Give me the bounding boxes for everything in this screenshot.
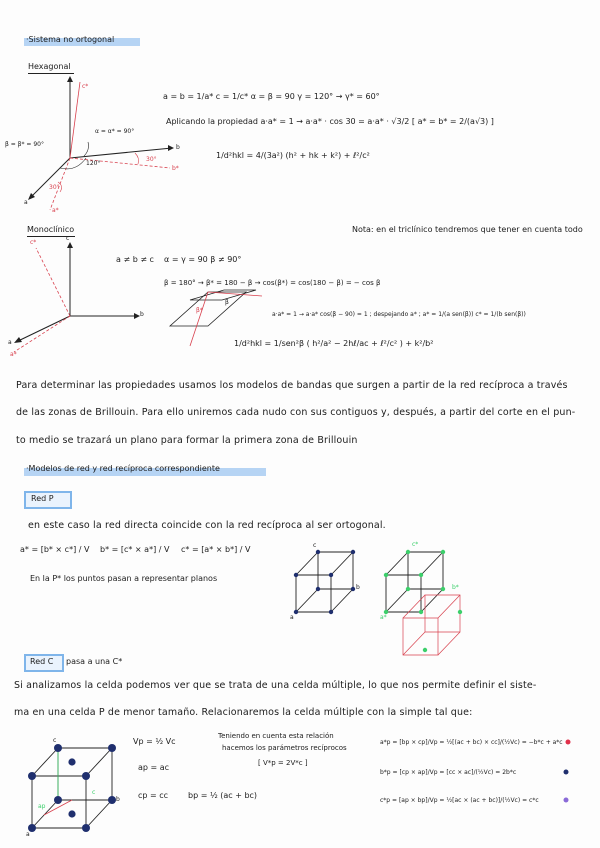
hex-label-b: b: [176, 144, 180, 151]
red-p-label-c: c: [313, 542, 317, 549]
mono-conditions-1: a ≠ b ≠ c: [116, 255, 154, 264]
hex-label-c-star: c*: [82, 83, 89, 90]
red-c-bp: bp = ½ (ac + bc): [188, 791, 258, 800]
mono-nota: Nota: en el triclínico tendremos que tener en cuenta todo: [352, 225, 583, 234]
hex-dhkl-formula: 1/d²hkl = 4/(3a²) (h² + hk + k²) + ℓ²/c²: [216, 151, 370, 160]
red-c-cp: cp = cc: [138, 791, 169, 800]
mono-label-a-star: a*: [10, 351, 17, 358]
paragraph-line-1: Para determinar las propiedades usamos los modelos de bandas que surgen a partir de la red recíproca a través: [16, 380, 568, 391]
mono-property-line: a·a* = 1 → a·a* cos(β − 90) = 1 ; despejando a* ; a* = 1/(a sen(β)) c* = 1/(b sen(β)): [272, 311, 526, 318]
red-p-a-star: a* = [b* × c*] / V: [20, 545, 90, 554]
hex-label-alpha: α = α* = 90°: [95, 128, 135, 135]
red-c-suffix: pasa a una C*: [66, 657, 123, 666]
hex-label-30-a: 30°: [49, 184, 60, 191]
hex-conditions: a = b = 1/a* c = 1/c* α = β = 90 γ = 120° → γ* = 60°: [163, 92, 380, 101]
red-c-label-a: a: [26, 831, 30, 838]
red-c-label-ap: ap: [38, 803, 46, 810]
mono-label-c: c: [66, 235, 70, 242]
mono-dhkl-formula: 1/d²hkl = 1/sen²β ( h²/a² − 2hℓ/ac + ℓ²/c² ) + k²/b²: [234, 339, 434, 348]
red-p-title: Red P: [31, 494, 54, 503]
mono-label-b: b: [140, 311, 144, 318]
marker-dot-purple: [564, 798, 569, 803]
hex-label-30-b: 30°: [146, 156, 157, 163]
mono-label-c-star: c*: [30, 239, 37, 246]
hex-label-a-star: a*: [52, 207, 59, 214]
subtitle-hexagonal: Hexagonal: [28, 62, 71, 71]
red-c-ap: ap = ac: [138, 763, 170, 772]
hex-label-a: a: [24, 199, 28, 206]
red-c-vp: Vp = ½ Vc: [133, 737, 176, 746]
red-p-label-a: a: [290, 614, 294, 621]
red-p-planes: En la P* los puntos pasan a representar planos: [30, 574, 218, 583]
hex-label-b-star: b*: [172, 165, 179, 172]
red-c-teniendo-3: [ V*p = 2V*c ]: [258, 759, 308, 767]
red-c-label-c: c: [53, 737, 57, 744]
red-c-line-2: ma en una celda P de menor tamaño. Relacionaremos la celda múltiple con la simple tal que:: [14, 707, 473, 718]
red-p-label-a-star: a*: [380, 614, 387, 621]
red-p-label-c-star: c*: [412, 541, 419, 548]
red-c-bp-star: b*p = [cp × ap]/Vp = [cc × ac]/(½Vc) = 2b*c: [380, 769, 517, 776]
red-c-label-b: b: [116, 796, 120, 803]
mono-label-beta: β: [225, 299, 229, 306]
red-c-line-1: Si analizamos la celda podemos ver que se trata de una celda múltiple, lo que nos permite definir el siste-: [14, 680, 537, 691]
mono-label-beta-star: β*: [196, 307, 203, 314]
red-p-line: en este caso la red directa coincide con la red recíproca al ser ortogonal.: [28, 520, 386, 531]
hex-label-beta: β = β* = 90°: [5, 141, 44, 148]
marker-dot-red: [566, 740, 571, 745]
subtitle-monoclinico: Monoclínico: [27, 225, 75, 234]
red-p-label-b: b: [356, 584, 360, 591]
hex-label-120: 120°: [86, 160, 101, 167]
red-c-ap-star: a*p = [bp × cp]/Vp = ½[(ac + bc) × cc]/(½Vc) = −b*c + a*c: [380, 739, 563, 746]
red-c-title: Red C: [30, 657, 54, 666]
paragraph-line-3: to medio se trazará un plano para formar la primera zona de Brillouin: [16, 435, 358, 446]
mono-label-a: a: [8, 339, 12, 346]
red-p-label-b-star: b*: [452, 584, 459, 591]
red-c-label-cc: c: [92, 789, 96, 796]
red-c-teniendo-2: hacemos los parámetros recíprocos: [222, 744, 347, 752]
paragraph-line-2: de las zonas de Brillouin. Para ello uniremos cada nudo con sus contiguos y, después, a partir del corte en el pun-: [16, 407, 576, 418]
section-title-sistema: ·Sistema no ortogonal: [26, 35, 115, 44]
marker-dot-navy: [564, 770, 569, 775]
mono-beta-line: β = 180° → β* = 180 − β → cos(β*) = cos(180 − β) = − cos β: [164, 279, 381, 287]
mono-conditions-2: α = γ = 90 β ≠ 90°: [164, 255, 242, 264]
red-p-c-star: c* = [a* × b*] / V: [181, 545, 251, 554]
hex-aplicando: Aplicando la propiedad a·a* = 1 → a·a* · cos 30 = a·a* · √3/2 [ a* = b* = 2/(a√3) ]: [166, 117, 494, 126]
red-c-cp-star: c*p = [ap × bp]/Vp = ½[ac × (ac + bc)]/(½Vc) = c*c: [380, 797, 539, 804]
red-p-b-star: b* = [c* × a*] / V: [100, 545, 170, 554]
section-title-modelos: ·Modelos de red y red recíproca correspondiente: [26, 464, 220, 473]
red-c-teniendo-1: Teniendo en cuenta esta relación: [218, 732, 334, 740]
